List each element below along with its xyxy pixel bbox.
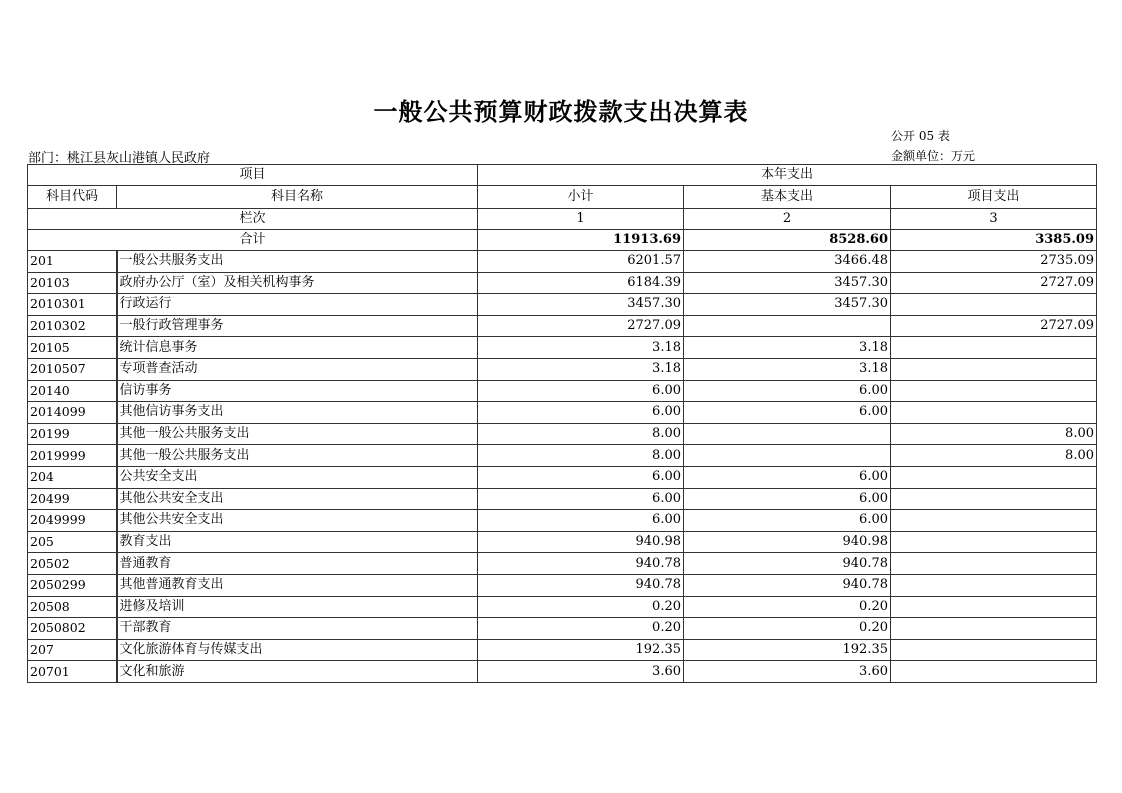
row-name: 统计信息事务 [117,337,478,359]
row-subtotal: 6.00 [478,466,684,488]
row-name: 其他公共安全支出 [117,510,478,532]
header-basic: 基本支出 [684,186,891,209]
row-basic: 940.78 [684,574,891,596]
header-current-year: 本年支出 [478,165,1097,186]
form-number: 公开 05 表 [891,129,950,143]
row-project [891,553,1097,575]
row-subtotal: 6.00 [478,488,684,510]
row-basic: 940.78 [684,553,891,575]
column-number-2: 2 [684,209,891,230]
header-project: 项目支出 [891,186,1097,209]
row-project [891,661,1097,683]
header-code: 科目代码 [28,186,117,209]
row-code: 207 [28,639,117,661]
row-subtotal: 2727.09 [478,315,684,337]
row-code: 2010507 [28,358,117,380]
table-row [28,488,1097,510]
row-subtotal: 8.00 [478,445,684,467]
row-code: 2014099 [28,402,117,424]
table-row [28,618,1097,640]
row-project [891,358,1097,380]
table-row [28,402,1097,424]
row-project [891,294,1097,316]
table-row [28,251,1097,273]
row-code: 2050299 [28,574,117,596]
column-number-row [28,209,1097,230]
amount-unit-label: 金额单位：万元 [891,149,976,163]
row-basic: 6.00 [684,488,891,510]
table-body [28,251,1097,683]
row-name: 信访事务 [117,380,478,402]
row-project [891,639,1097,661]
row-basic [684,423,891,445]
column-number-label: 栏次 [28,209,478,230]
table-row [28,272,1097,294]
row-subtotal: 3457.30 [478,294,684,316]
row-project [891,488,1097,510]
row-project: 8.00 [891,423,1097,445]
table-row [28,553,1097,575]
table-row [28,531,1097,553]
column-number-1: 1 [478,209,684,230]
row-code: 2050802 [28,618,117,640]
row-project: 2727.09 [891,315,1097,337]
row-code: 205 [28,531,117,553]
row-project [891,596,1097,618]
row-project [891,466,1097,488]
row-project: 2735.09 [891,251,1097,273]
row-project: 8.00 [891,445,1097,467]
row-basic: 3466.48 [684,251,891,273]
row-code: 2010301 [28,294,117,316]
row-project [891,510,1097,532]
total-subtotal: 11913.69 [478,230,684,251]
row-code: 20103 [28,272,117,294]
row-code: 20499 [28,488,117,510]
row-subtotal: 8.00 [478,423,684,445]
row-code: 20105 [28,337,117,359]
row-subtotal: 0.20 [478,596,684,618]
row-code: 20140 [28,380,117,402]
row-subtotal: 6201.57 [478,251,684,273]
table-row [28,574,1097,596]
row-basic: 3.60 [684,661,891,683]
row-basic: 6.00 [684,510,891,532]
row-basic [684,315,891,337]
total-basic: 8528.60 [684,230,891,251]
row-code: 20508 [28,596,117,618]
table-row [28,639,1097,661]
header-row-1 [28,165,1097,186]
row-subtotal: 6184.39 [478,272,684,294]
row-subtotal: 6.00 [478,380,684,402]
total-row [28,230,1097,251]
row-code: 201 [28,251,117,273]
expenditure-table [27,164,1097,683]
row-project [891,402,1097,424]
table-row [28,358,1097,380]
row-code: 204 [28,466,117,488]
row-subtotal: 3.18 [478,358,684,380]
row-project: 2727.09 [891,272,1097,294]
column-number-3: 3 [891,209,1097,230]
row-subtotal: 0.20 [478,618,684,640]
row-project [891,531,1097,553]
table-row [28,445,1097,467]
row-subtotal: 940.78 [478,574,684,596]
row-basic [684,445,891,467]
header-item: 项目 [28,165,478,186]
row-project [891,574,1097,596]
table-row [28,596,1097,618]
row-name: 文化旅游体育与传媒支出 [117,639,478,661]
row-name: 文化和旅游 [117,661,478,683]
header-name: 科目名称 [117,186,478,209]
row-basic: 192.35 [684,639,891,661]
row-name: 其他普通教育支出 [117,574,478,596]
row-project [891,337,1097,359]
table-row [28,466,1097,488]
row-name: 干部教育 [117,618,478,640]
row-code: 2049999 [28,510,117,532]
header-subtotal: 小计 [478,186,684,209]
row-basic: 3.18 [684,358,891,380]
table-row [28,380,1097,402]
row-code: 2019999 [28,445,117,467]
row-basic: 940.98 [684,531,891,553]
row-basic: 0.20 [684,618,891,640]
row-name: 一般行政管理事务 [117,315,478,337]
row-basic: 3457.30 [684,272,891,294]
department-label: 部门：桃江县灰山港镇人民政府 [28,151,211,166]
row-code: 20199 [28,423,117,445]
row-name: 一般公共服务支出 [117,251,478,273]
page-title: 一般公共预算财政拨款支出决算表 [373,97,749,126]
row-name: 公共安全支出 [117,466,478,488]
row-name: 教育支出 [117,531,478,553]
row-subtotal: 6.00 [478,510,684,532]
table-row [28,423,1097,445]
row-basic: 6.00 [684,466,891,488]
row-project [891,380,1097,402]
row-subtotal: 192.35 [478,639,684,661]
table-row [28,510,1097,532]
row-name: 其他信访事务支出 [117,402,478,424]
row-name: 行政运行 [117,294,478,316]
row-project [891,618,1097,640]
row-subtotal: 940.98 [478,531,684,553]
row-subtotal: 3.18 [478,337,684,359]
row-name: 其他一般公共服务支出 [117,423,478,445]
row-name: 其他公共安全支出 [117,488,478,510]
row-name: 政府办公厅（室）及相关机构事务 [117,272,478,294]
row-subtotal: 3.60 [478,661,684,683]
row-name: 其他一般公共服务支出 [117,445,478,467]
total-project: 3385.09 [891,230,1097,251]
row-subtotal: 6.00 [478,402,684,424]
row-name: 进修及培训 [117,596,478,618]
row-subtotal: 940.78 [478,553,684,575]
total-label: 合计 [28,230,478,251]
row-basic: 6.00 [684,380,891,402]
row-code: 20502 [28,553,117,575]
table-row [28,315,1097,337]
header-row-2 [28,186,1097,209]
row-basic: 0.20 [684,596,891,618]
row-basic: 6.00 [684,402,891,424]
row-name: 专项普查活动 [117,358,478,380]
table-row [28,661,1097,683]
table-row [28,337,1097,359]
row-basic: 3457.30 [684,294,891,316]
table-row [28,294,1097,316]
row-code: 2010302 [28,315,117,337]
row-code: 20701 [28,661,117,683]
row-name: 普通教育 [117,553,478,575]
row-basic: 3.18 [684,337,891,359]
